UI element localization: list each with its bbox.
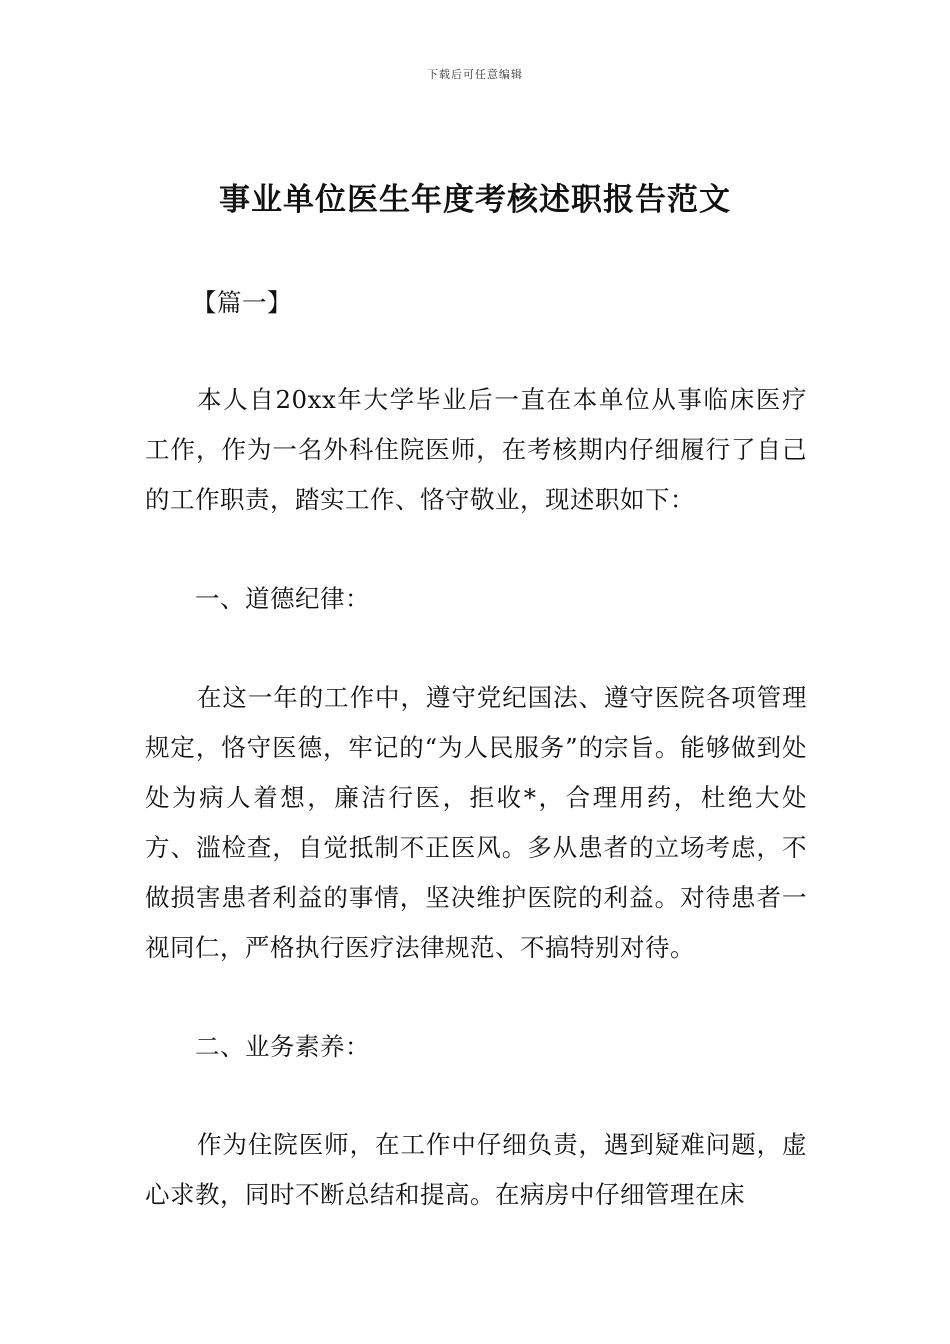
paragraph-ethics: 在这一年的工作中，遵守党纪国法、遵守医院各项管理规定，恪守医德，牢记的“为人民服务”的宗旨。能够做到处处为病人着想，廉洁行医，拒收*，合理用药，杜绝大处方、滥检查，自觉抵制不正医风。多从患者的立场考虑，不做损害患者利益的事情，坚决维护医院的利益。对待患者一视同仁，严格执行医疗法律规范、不搞特别对待。 (145, 683, 807, 962)
header-note: 下载后可任意编辑 (427, 68, 523, 81)
section-heading-professional: 二、业务素养： (195, 1032, 370, 1061)
part-label: 【篇一】 (192, 288, 292, 317)
paragraph-professional: 作为住院医师，在工作中仔细负责，遇到疑难问题，虚心求教，同时不断总结和提高。在病房中仔细管理在床 (145, 1130, 807, 1209)
document-title: 事业单位医生年度考核述职报告范文 (219, 182, 731, 218)
paragraph-intro: 本人自20xx年大学毕业后一直在本单位从事临床医疗工作，作为一名外科住院医师，在考核期内仔细履行了自己的工作职责，踏实工作、恪守敬业，现述职如下： (145, 385, 807, 514)
section-heading-ethics: 一、道德纪律： (195, 584, 370, 613)
